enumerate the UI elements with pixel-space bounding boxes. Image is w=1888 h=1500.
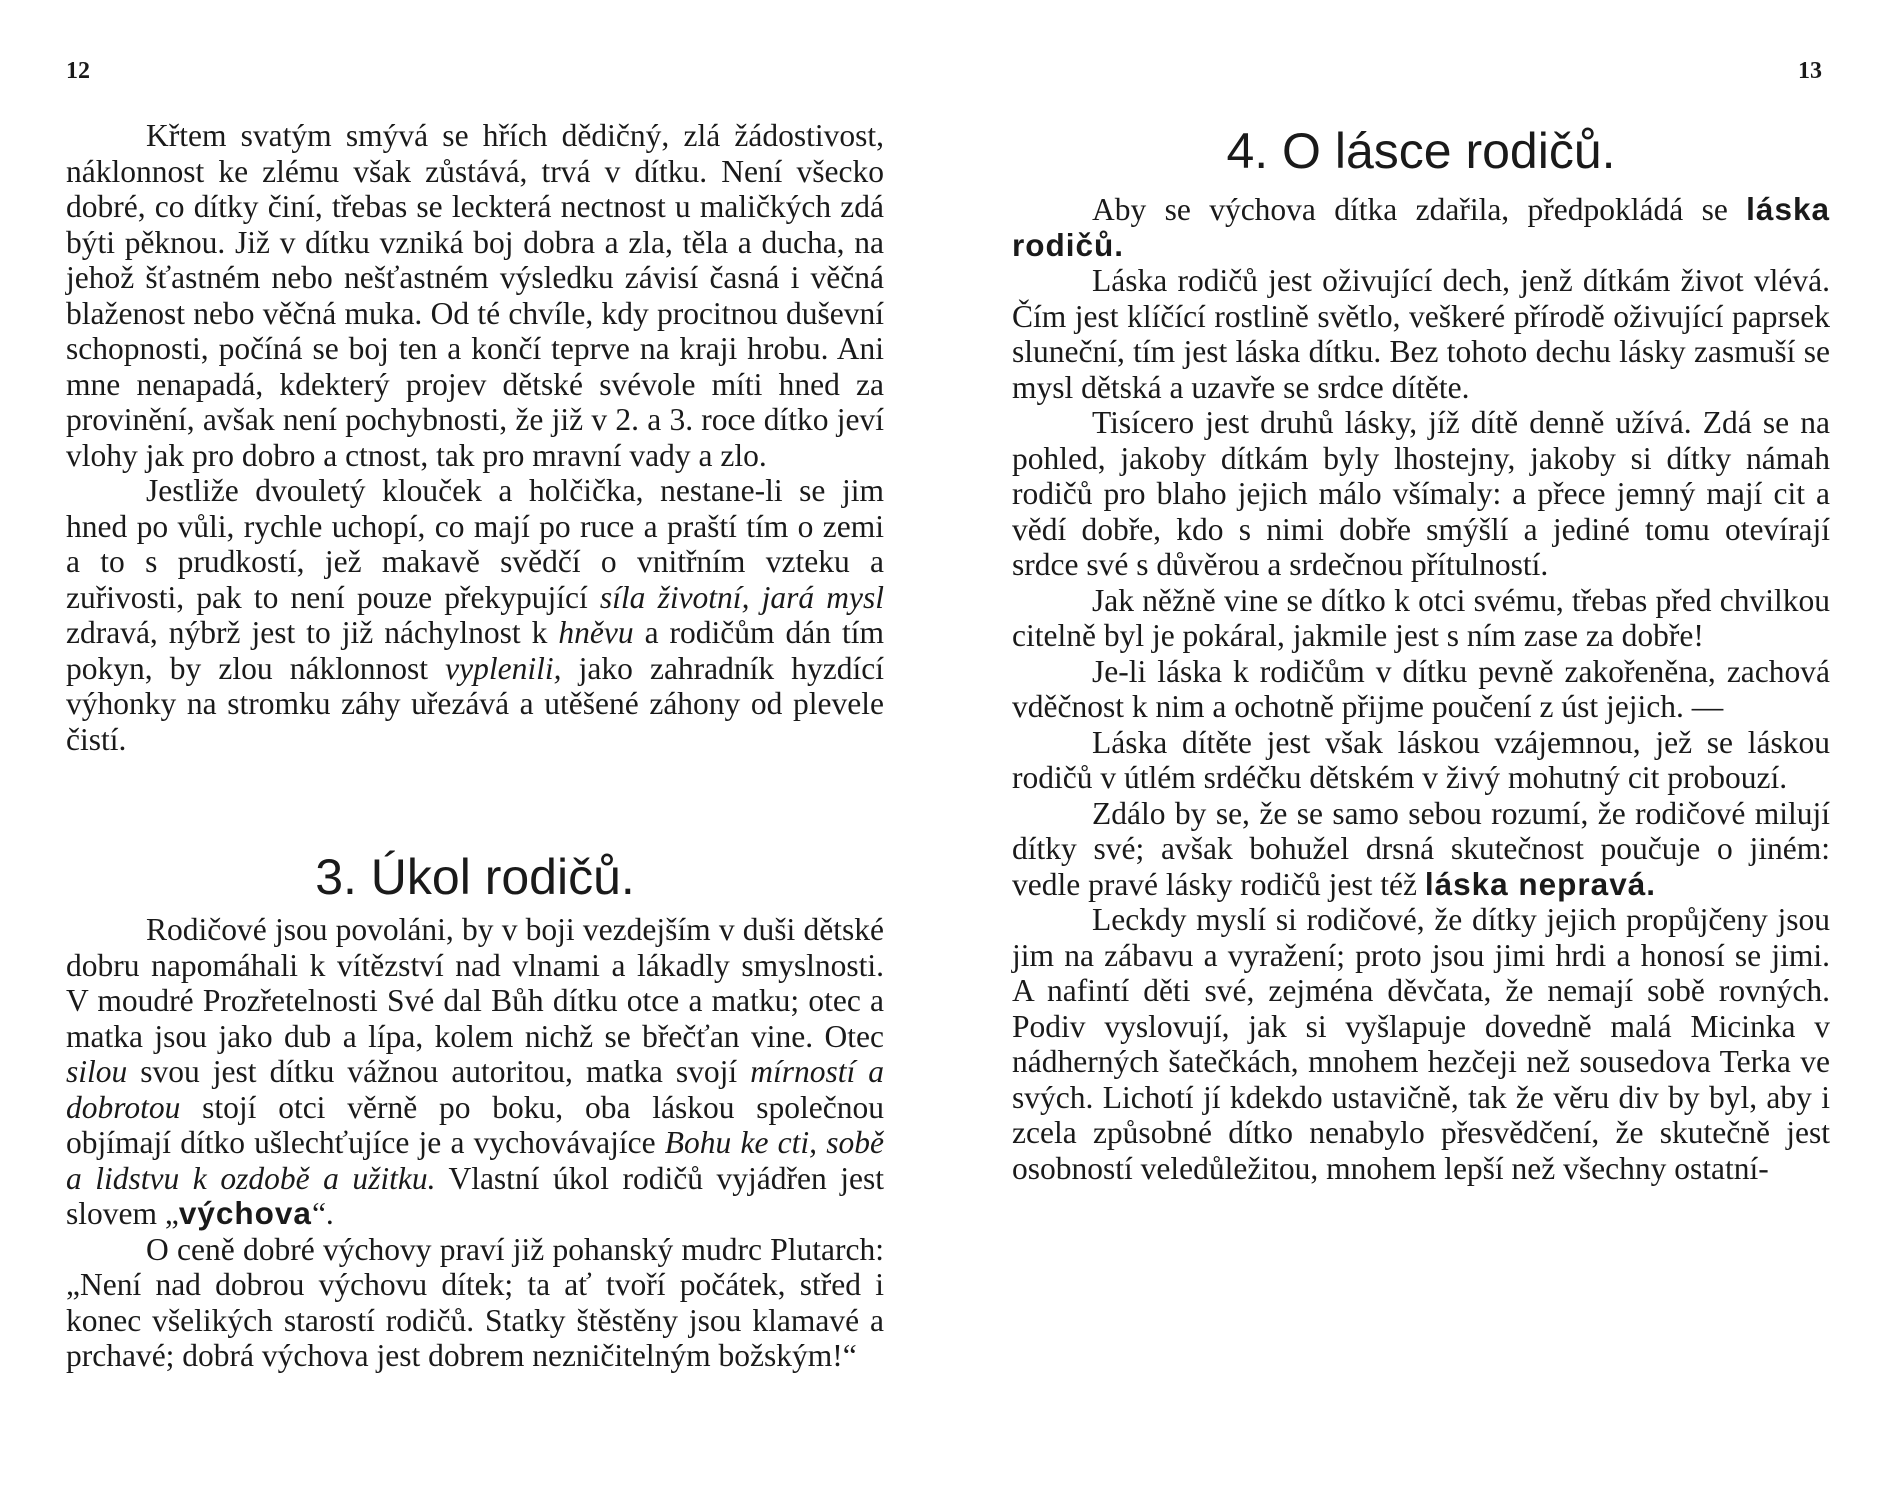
- italic-run: hněvu: [558, 615, 634, 650]
- text-run: Aby se výchova dítka zdařila, předpokládá se: [1092, 192, 1747, 227]
- text-column-bottom: [66, 912, 884, 1374]
- page-number: 12: [66, 58, 90, 84]
- bold-run: výchova: [178, 1195, 312, 1231]
- paragraph: Tisícero jest druhů lásky, jíž dítě denně užívá. Zdá se na pohled, jakoby dítkám byly lhostejny, jakoby si dítky námah rodičů pro blaho jejich málo všímaly: a přece jemný mají cit a vědí dobře, kdo s nimi dobře smýšlí a jediné tomu otevírají srdce své s důvěrou a srdečnou přítulností.: [1012, 405, 1830, 582]
- text-column-top: [66, 118, 884, 757]
- text-run: Zdálo by se, že se samo sebou rozumí, že rodičové milují dítky své; avšak bohužel drsná skutečnost poučuje o jiném: vedle pravé lásky rodičů jest též: [1012, 795, 1830, 902]
- text-run: Vlastní úkol rodičů vyjádřen jest slovem „: [66, 1160, 884, 1231]
- text-run: Rodičové jsou povoláni, by v boji vezdejším v duši dětské dobru napomáhali k vítězství nad vlnami a lákadly smyslnosti. V moudré Prozřetelnosti Své dal Bůh dítku otce a matku; otec a matka jsou jako dub a lípa, kolem nichž se břečťan vine. Otec: [66, 912, 884, 1054]
- italic-run: Bohu ke cti, sobě a lidstvu k ozdobě a užitku.: [66, 1125, 884, 1196]
- paragraph: O ceně dobré výchovy praví již pohanský mudrc Plutarch: „Není nad dobrou výchovu dítek; ta ať tvoří počátek, střed i konec všelikých starostí rodičů. Statky štěstěny jsou klamavé a prchavé; dobrá výchova jest dobrem nezničitelným božským!“: [66, 1231, 884, 1373]
- italic-run: silou: [66, 1054, 128, 1089]
- italic-run: síla životní, jará mysl: [599, 579, 884, 615]
- text-run: “.: [311, 1196, 334, 1231]
- text-run: jako zahradník hyzdící výhonky na stromku záhy uřezává a utěšené záhony od plevele čistí.: [66, 650, 884, 757]
- paragraph: [66, 473, 884, 757]
- text-run: a rodičům dán tím pokyn, by zlou náklonnost: [66, 615, 884, 686]
- bold-run: láska nepravá.: [1424, 865, 1656, 902]
- right-page: [944, 0, 1888, 1500]
- paragraph: Láska rodičů jest oživující dech, jenž dítkám život vlévá. Čím jest klíčící rostlině světlo, veškeré přírodě oživující paprsek sluneční, tím jest láska dítku. Bez tohoto dechu lásky zasmuší se mysl dětská a uzavře se srdce dítěte.: [1012, 263, 1830, 405]
- text-run: stojí otci věrně po boku, oba láskou společnou objímají dítko ušlechťujíce je a vychovávajíce: [66, 1089, 884, 1160]
- paragraph: Je-li láska k rodičům v dítku pevně zakořeněna, zachová vděčnost k nim a ochotně přijme poučení z úst jejich. —: [1012, 653, 1830, 724]
- section-heading: 3. Úkol rodičů.: [315, 849, 635, 905]
- paragraph: [1012, 796, 1830, 903]
- paragraph: Leckdy myslí si rodičové, že dítky jejich propůjčeny jsou jim na zábavu a vyražení; proto jsou jimi hrdi a honosí se jimi. A nafintí děti své, zejména děvčata, že nemají sobě rovných. Podiv vyslovují, jak si vyšlapuje dovedně malá Micinka v nádherných šatečkách, mnohem hezčeji než sousedova Terka ve svých. Lichotí jí kdekdo ustavičně, tak že věru div by byl, aby i zcela způsobné dítko nenabylo přesvědčení, že skutečně jest osobností veledůležitou, mnohem lepší než všechny ostatní-: [1012, 902, 1830, 1186]
- paragraph: [66, 912, 884, 1232]
- italic-run: mírností a dobrotou: [66, 1054, 884, 1125]
- paragraph: [1012, 192, 1830, 263]
- paragraph: Křtem svatým smývá se hřích dědičný, zlá žádostivost, náklonnost ke zlému však zůstává, trvá v dítku. Není všecko dobré, co dítky činí, třebas se leckterá nectnost u maličkých zdá býti pěknou. Již v dítku vzniká boj dobra a zla, těla a ducha, na jehož šťastném nebo nešťastném výsledku závisí časná i věčná blaženost nebo věčná muka. Od té chvíle, kdy procitnou duševní schopnosti, počíná se boj ten a končí teprve na kraji hrobu. Ani mne nenapadá, kdekterý projev dětské svévole míti hned za provinění, avšak není pochybnosti, že již v 2. a 3. roce dítko jeví vlohy jak pro dobro a ctnost, tak pro mravní vady a zlo.: [66, 118, 884, 473]
- paragraph: Láska dítěte jest však láskou vzájemnou, jež se láskou rodičů v útlém srdéčku dětském v živý mohutný cit probouzí.: [1012, 724, 1830, 795]
- page-number: 13: [1798, 58, 1822, 84]
- text-run: svou jest dítku vážnou autoritou, matka svojí: [127, 1054, 751, 1089]
- paragraph: Jak něžně vine se dítko k otci svému, třebas před chvilkou citelně byl je pokáral, jakmile jest s ním zase za dobře!: [1012, 582, 1830, 653]
- text-column: [1012, 192, 1830, 1186]
- bold-run: láska rodičů.: [1012, 191, 1830, 263]
- section-heading: 4. O lásce rodičů.: [1226, 123, 1616, 179]
- italic-run: vyplenili,: [445, 650, 562, 686]
- text-run: zdravá, nýbrž jest to již náchylnost k: [66, 615, 559, 650]
- text-run: Jestliže dvouletý klouček a holčička, nestane-li se jim hned po vůli, rychle uchopí, co mají po ruce a praští tím o zemi a to s prudkostí, jež makavě svědčí o vnitřním vzteku a zuřivosti, pak to není pouze překypující: [66, 473, 884, 615]
